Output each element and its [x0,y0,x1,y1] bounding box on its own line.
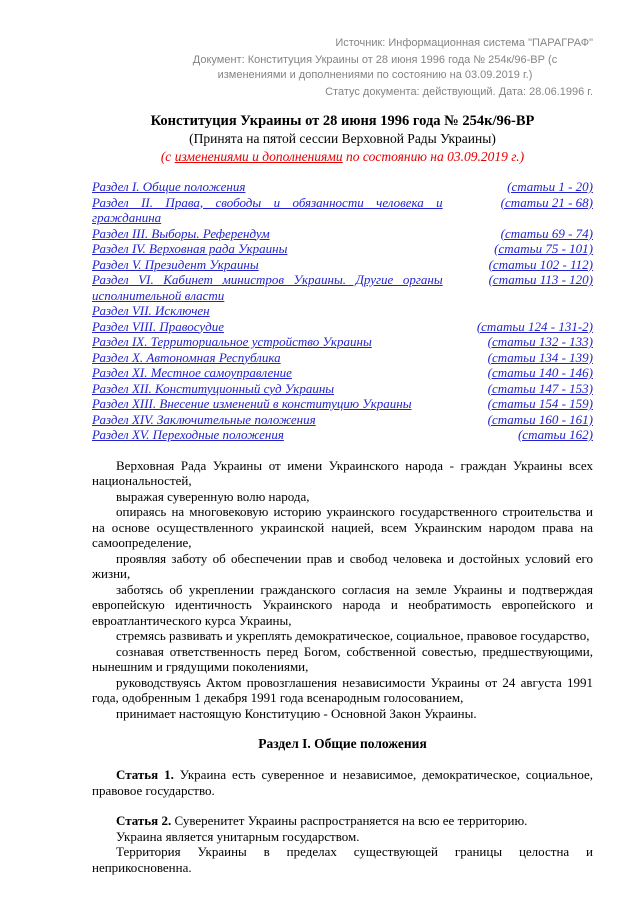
toc-section-link[interactable]: Раздел XII. Конституционный суд Украины [92,380,335,396]
amendment-prefix: (с [160,149,175,164]
toc-section-link[interactable]: Раздел X. Автономная Республика [92,349,281,365]
toc-row [92,195,593,226]
toc-row [92,350,593,366]
table-of-contents [92,179,593,443]
section-heading: Раздел I. Общие положения [258,736,427,751]
amendment-note [92,149,593,165]
toc-section-link[interactable]: Раздел III. Выборы. Референдум [92,225,270,241]
title-block [92,113,593,165]
toc-row [92,396,593,412]
toc-articles-link[interactable]: (статьи 21 - 68) [500,194,593,210]
preamble-paragraph: сознавая ответственность перед Богом, собственной совестью, предшествующими, нынешним и грядущими поколениями, [92,643,593,674]
toc-section-link[interactable]: Раздел XV. Переходные положения [92,427,284,442]
source-info: Источник: Информационная система "ПАРАГРАФ" [335,37,593,49]
articles [92,767,593,875]
amendments-link[interactable]: изменениями и дополнениями [174,149,343,164]
toc-articles-link[interactable]: (статьи 69 - 74) [500,225,593,241]
toc-row [92,412,593,428]
toc-articles-link[interactable]: (статьи 154 - 159) [487,396,593,411]
article-2 [92,813,593,875]
article-1 [92,767,593,798]
preamble-paragraph: опираясь на многовековую историю украинского государственного строительства и на основе осуществленного украинской нацией, всем Украинским народом права на самоопределение, [92,504,593,550]
article-2-label: Статья 2. [116,813,172,828]
toc-section-link[interactable]: Раздел I. Общие положения [92,179,246,194]
toc-section-link[interactable]: Раздел II. Права, свободы и обязанности человека и гражданина [92,194,443,225]
preamble-paragraph: Верховная Рада Украины от имени Украинского народа - граждан Украины всех национальностей, [92,457,593,488]
toc-articles-link[interactable]: (статьи 162) [517,427,593,442]
toc-articles-link[interactable]: (статьи 124 - 131-2) [476,318,593,334]
document-info: Документ: Конституция Украины от 28 июня 1996 года № 254к/96-ВР (с изменениями и дополнениями по состоянию на 03.09.2019 г.) [192,53,558,81]
article-2-text-2: Украина является унитарным государством. [116,828,360,844]
toc-articles-link[interactable]: (статьи 102 - 112) [488,256,593,272]
toc-row [92,257,593,273]
preamble-paragraph: выражая суверенную волю народа, [116,488,310,504]
toc-section-link[interactable]: Раздел VIII. Правосудие [92,318,224,334]
article-1-text: Украина есть суверенное и независимое, демократическое, социальное, правовое государство. [92,767,593,798]
toc-articles-link[interactable]: (статьи 134 - 139) [487,349,593,365]
preamble-paragraph: стремясь развивать и укреплять демократическое, социальное, правовое государство, [116,628,590,643]
toc-section-link[interactable]: Раздел XIV. Заключительные положения [92,411,316,427]
preamble [92,458,593,722]
toc-section-link[interactable]: Раздел IX. Территориальное устройство Украины [92,334,372,349]
toc-row [92,226,593,242]
toc-row [92,334,593,350]
toc-articles-link[interactable]: (статьи 1 - 20) [507,179,593,194]
toc-row [92,427,593,443]
document-metadata [92,36,593,100]
toc-articles-link[interactable]: (статьи 160 - 161) [487,411,593,427]
article-1-label: Статья 1. [116,767,174,782]
toc-section-link[interactable]: Раздел V. Президент Украины [92,256,259,272]
status-info: Статус документа: действующий. Дата: 28.06.1996 г. [325,85,593,98]
toc-row [92,365,593,381]
preamble-paragraph: принимает настоящую Конституцию - Основной Закон Украины. [116,705,477,721]
toc-articles-link[interactable]: (статьи 113 - 120) [488,272,593,287]
toc-row [92,303,593,319]
preamble-paragraph: руководствуясь Актом провозглашения независимости Украины от 24 августа 1991 года, одобренным 1 декабря 1991 года всенародным голосованием, [92,674,593,705]
toc-articles-link[interactable]: (статьи 75 - 101) [494,241,593,256]
preamble-paragraph: заботясь об укреплении гражданского согласия на земле Украины и подтверждая европейскую идентичность Украинского народа и необратимость европейского и евроатлантического курса Украины, [92,581,593,628]
document-title: Конституция Украины от 28 июня 1996 года № 254к/96-ВР [150,113,535,129]
toc-section-link[interactable]: Раздел XI. Местное самоуправление [92,365,292,380]
toc-row [92,319,593,335]
article-2-text-1: Суверенитет Украины распространяется на всю ее территорию. [171,813,528,828]
preamble-paragraph: проявляя заботу об обеспечении прав и свобод человека и достойных условий его жизни, [92,550,593,581]
toc-articles-link[interactable]: (статьи 147 - 153) [487,380,593,396]
document-subtitle: (Принята на пятой сессии Верховной Рады Украины) [189,131,496,146]
toc-row [92,241,593,257]
toc-row [92,179,593,195]
toc-section-link[interactable]: Раздел IV. Верховная рада Украины [92,241,288,256]
toc-section-link[interactable]: Раздел XIII. Внесение изменений в конституцию Украины [92,396,412,411]
toc-articles-link[interactable]: (статьи 132 - 133) [487,334,593,349]
toc-articles-link[interactable]: (статьи 140 - 146) [487,365,593,380]
article-2-text-3: Территория Украины в пределах существующей границы целостна и неприкосновенна. [92,844,593,875]
amendment-suffix: по состоянию на 03.09.2019 г.) [342,149,525,164]
toc-section-link[interactable]: Раздел VI. Кабинет министров Украины. Другие органы исполнительной власти [92,272,443,303]
toc-row [92,381,593,397]
toc-section-link[interactable]: Раздел VII. Исключен [92,303,210,318]
toc-row [92,272,593,303]
